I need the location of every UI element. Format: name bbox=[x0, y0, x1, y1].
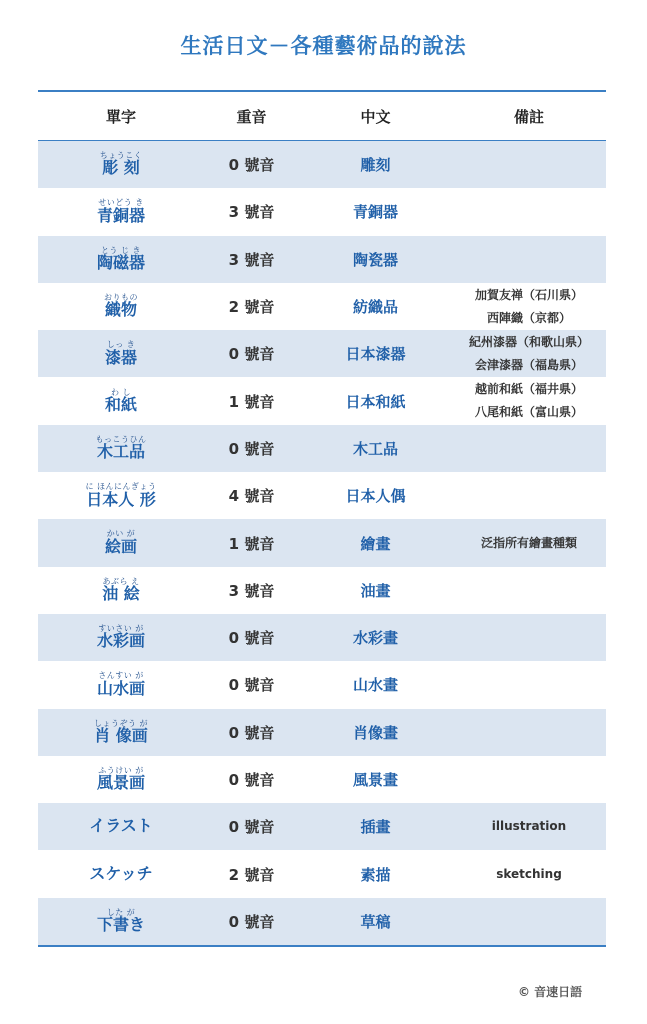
table-row bbox=[38, 661, 606, 708]
note-cell bbox=[452, 519, 606, 566]
note-cell bbox=[452, 283, 606, 330]
note-cell bbox=[452, 330, 606, 377]
table-row bbox=[38, 141, 606, 188]
accent-cell: 3 號音 bbox=[228, 581, 275, 600]
chinese-cell: 繪畫 bbox=[360, 534, 391, 553]
word-cell bbox=[38, 756, 204, 803]
note-cell bbox=[452, 850, 606, 897]
header-note: 備註 bbox=[513, 107, 544, 126]
accent-cell: 4 號音 bbox=[228, 487, 275, 506]
word-with-ruby bbox=[105, 341, 137, 366]
accent-cell: 2 號音 bbox=[228, 865, 275, 884]
table-row bbox=[38, 377, 606, 424]
table-row bbox=[38, 236, 606, 283]
word-cell bbox=[38, 803, 204, 850]
furigana: もっこうひん bbox=[95, 434, 147, 444]
accent-cell: 0 號音 bbox=[228, 723, 275, 742]
furigana: とう じ き bbox=[100, 245, 142, 255]
japanese-word: 絵画 bbox=[104, 536, 137, 556]
vocabulary-table bbox=[38, 90, 606, 947]
furigana: した が bbox=[106, 907, 136, 917]
table-row bbox=[38, 472, 606, 519]
note-cell bbox=[452, 188, 606, 235]
word-cell bbox=[38, 330, 204, 377]
japanese-word: 青銅器 bbox=[96, 205, 145, 225]
note-cell bbox=[452, 898, 606, 945]
accent-cell: 0 號音 bbox=[228, 439, 275, 458]
header-word: 單字 bbox=[105, 107, 136, 126]
furigana: せいどう き bbox=[98, 198, 144, 208]
chinese-cell: 木工品 bbox=[352, 439, 398, 458]
header-chinese: 中文 bbox=[360, 107, 391, 126]
note-cell bbox=[452, 425, 606, 472]
japanese-word: イラスト bbox=[89, 816, 153, 836]
word-cell bbox=[38, 850, 204, 897]
japanese-word: 油 絵 bbox=[102, 584, 140, 604]
word-cell bbox=[38, 188, 204, 235]
table-row bbox=[38, 850, 606, 897]
page-title: 生活日文－各種藝術品的說法 bbox=[180, 34, 467, 58]
table-row bbox=[38, 614, 606, 661]
table-row bbox=[38, 519, 606, 566]
furigana: に ほんにんぎょう bbox=[85, 482, 157, 492]
word-with-ruby bbox=[97, 199, 145, 224]
note-cell bbox=[452, 567, 606, 614]
word-with-ruby bbox=[105, 530, 137, 555]
accent-cell: 0 號音 bbox=[228, 912, 275, 931]
chinese-cell: 肖像畫 bbox=[352, 723, 398, 742]
japanese-word: 山水画 bbox=[96, 678, 145, 698]
word-with-ruby bbox=[97, 247, 145, 272]
japanese-word: 織物 bbox=[104, 300, 137, 320]
word-cell bbox=[38, 377, 204, 424]
accent-cell: 3 號音 bbox=[228, 250, 275, 269]
word-cell bbox=[38, 567, 204, 614]
japanese-word: 木工品 bbox=[96, 442, 145, 462]
word-cell bbox=[38, 661, 204, 708]
furigana: おりもの bbox=[104, 292, 138, 302]
word-cell bbox=[38, 283, 204, 330]
chinese-cell: 日本人偶 bbox=[345, 487, 406, 506]
note-line: 泛指所有繪畫種類 bbox=[480, 535, 577, 550]
accent-cell: 0 號音 bbox=[228, 818, 275, 837]
chinese-cell: 紡織品 bbox=[352, 298, 398, 317]
accent-cell: 0 號音 bbox=[228, 629, 275, 648]
furigana: しょうぞう が bbox=[93, 718, 149, 728]
accent-cell: 3 號音 bbox=[228, 203, 275, 222]
japanese-word: 下書き bbox=[96, 915, 145, 935]
word-cell bbox=[38, 898, 204, 945]
note-line: 加賀友禅（石川県） bbox=[474, 287, 583, 302]
japanese-word: 日本人 形 bbox=[86, 489, 156, 509]
copyright-footer: © 音速日語 bbox=[518, 985, 583, 999]
note-line: sketching bbox=[496, 866, 562, 881]
word-with-ruby bbox=[97, 625, 145, 650]
note-line: illustration bbox=[491, 819, 567, 834]
word-with-ruby bbox=[94, 720, 148, 745]
furigana: すいさい が bbox=[98, 624, 144, 634]
word-with-ruby bbox=[96, 436, 147, 461]
chinese-cell: 陶瓷器 bbox=[352, 250, 398, 269]
accent-cell: 0 號音 bbox=[228, 771, 275, 789]
note-text bbox=[475, 378, 583, 424]
word-with-ruby bbox=[104, 294, 138, 319]
header-accent: 重音 bbox=[236, 107, 267, 126]
table-row bbox=[38, 188, 606, 235]
japanese-word: 陶磁器 bbox=[96, 253, 145, 273]
note-text bbox=[475, 284, 583, 330]
table-body bbox=[38, 141, 606, 945]
note-text bbox=[496, 863, 562, 886]
furigana: わ し bbox=[110, 387, 132, 397]
note-line: 西陣織（京都） bbox=[486, 310, 571, 325]
table-row bbox=[38, 803, 606, 850]
chinese-cell: 草稿 bbox=[360, 912, 391, 931]
word-cell bbox=[38, 236, 204, 283]
chinese-cell: 素描 bbox=[360, 865, 391, 884]
table-row bbox=[38, 425, 606, 472]
chinese-cell: 青銅器 bbox=[352, 203, 398, 222]
japanese-word: 彫 刻 bbox=[102, 158, 140, 178]
japanese-word: 風景画 bbox=[96, 773, 145, 793]
japanese-word: スケッチ bbox=[89, 863, 153, 883]
accent-cell: 1 號音 bbox=[228, 392, 275, 411]
accent-cell: 2 號音 bbox=[228, 298, 275, 317]
japanese-word: 漆器 bbox=[104, 347, 137, 367]
word-with-ruby bbox=[85, 483, 156, 508]
table-row bbox=[38, 283, 606, 330]
chinese-cell: 油畫 bbox=[360, 581, 391, 600]
note-text bbox=[469, 331, 589, 377]
chinese-cell: 日本和紙 bbox=[345, 392, 406, 411]
word-cell bbox=[38, 614, 204, 661]
furigana: しっ き bbox=[106, 340, 136, 350]
note-cell bbox=[452, 472, 606, 519]
table-row bbox=[38, 330, 606, 377]
note-line: 越前和紙（福井県） bbox=[474, 382, 583, 397]
word-with-ruby bbox=[102, 578, 140, 603]
furigana: あぶら え bbox=[102, 576, 140, 586]
note-cell bbox=[452, 709, 606, 756]
note-cell bbox=[452, 803, 606, 850]
chinese-cell: 水彩畫 bbox=[352, 629, 398, 648]
note-line: 紀州漆器（和歌山県） bbox=[468, 335, 589, 350]
japanese-word: 肖 像画 bbox=[94, 726, 148, 745]
table-row bbox=[38, 709, 606, 756]
note-cell bbox=[452, 236, 606, 283]
word-cell bbox=[38, 425, 204, 472]
furigana: かい が bbox=[106, 529, 136, 539]
chinese-cell: 山水畫 bbox=[352, 676, 398, 695]
note-cell bbox=[452, 661, 606, 708]
note-cell bbox=[452, 756, 606, 803]
note-text bbox=[481, 532, 577, 555]
note-text bbox=[492, 815, 566, 838]
furigana: ふうけい が bbox=[98, 765, 144, 775]
word-cell bbox=[38, 141, 204, 188]
furigana: ちょうこく bbox=[99, 151, 143, 161]
note-cell bbox=[452, 141, 606, 188]
word-cell bbox=[38, 519, 204, 566]
note-line: 八尾和紙（富山県） bbox=[474, 405, 583, 420]
word-with-ruby bbox=[89, 863, 153, 883]
accent-cell: 0 號音 bbox=[228, 156, 275, 175]
chinese-cell: 插畫 bbox=[360, 818, 391, 837]
accent-cell: 0 號音 bbox=[228, 345, 275, 364]
word-with-ruby bbox=[105, 389, 137, 414]
japanese-word: 水彩画 bbox=[96, 631, 145, 651]
table-header-row bbox=[38, 92, 606, 141]
word-with-ruby bbox=[89, 818, 153, 835]
japanese-word: 和紙 bbox=[104, 394, 137, 414]
accent-cell: 1 號音 bbox=[228, 534, 275, 553]
note-cell bbox=[452, 377, 606, 424]
word-with-ruby bbox=[100, 152, 143, 177]
word-with-ruby bbox=[97, 672, 145, 697]
word-cell bbox=[38, 709, 204, 756]
table-row bbox=[38, 567, 606, 614]
word-with-ruby bbox=[97, 909, 145, 934]
chinese-cell: 風景畫 bbox=[352, 771, 398, 789]
table-row bbox=[38, 756, 606, 803]
table-row bbox=[38, 898, 606, 945]
word-with-ruby bbox=[97, 767, 145, 792]
chinese-cell: 雕刻 bbox=[360, 156, 391, 175]
note-cell bbox=[452, 614, 606, 661]
chinese-cell: 日本漆器 bbox=[345, 345, 406, 364]
word-cell bbox=[38, 472, 204, 519]
furigana: さんすい が bbox=[98, 671, 144, 681]
note-line: 会津漆器（福島県） bbox=[474, 357, 583, 372]
accent-cell: 0 號音 bbox=[228, 676, 275, 695]
